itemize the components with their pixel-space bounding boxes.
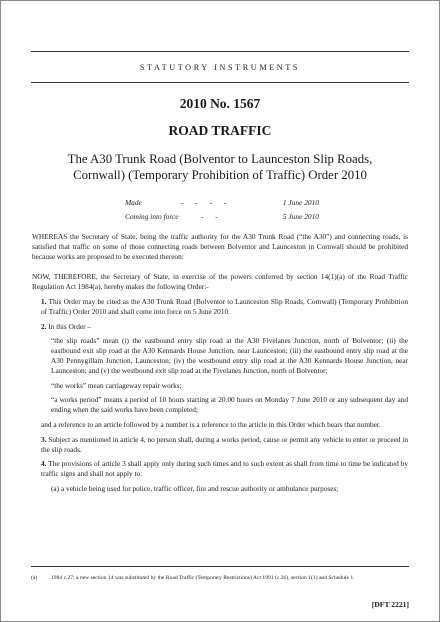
instrument-subject: ROAD TRAFFIC: [168, 123, 272, 138]
commencement-date: 5 June 2010: [282, 212, 319, 221]
article-3: [32, 435, 408, 455]
made-date: 1 June 2010: [282, 198, 319, 207]
definition-slip-roads: “the slip roads” mean (i) the eastbound entry slip road at the A30 Fivelanes Junction, north of Bolventor; (ii) the eastbound exit slip road at the A30 Kennards House Junction, near Launceston; (iii) the eastbound entry slip road at the A30 Pennygillam Junction, Launceston; (iv) the westbound entry slip road at the A30 Kennards House Junction, near Launceston; and (v) the westbound exit slip road at the Fivelanes Junction, north of Bolventor;: [51, 336, 408, 375]
top-rule: [31, 51, 409, 52]
article-2-number: 2.: [41, 321, 47, 331]
footnote-mark: (a): [31, 575, 38, 581]
article-4: [32, 459, 408, 479]
recital-whereas: WHEREAS the Secretary of State, being the traffic authority for the A30 Trunk Road (“the A30”) and connecting roads, is satisfied that traffic on some of those connecting roads between Bolventor and Launceston in Cornwall should be prohibited because works are proposed to be executed thereon:: [32, 232, 408, 261]
article-2: [32, 322, 408, 332]
definition-article-reference: and a reference to an article followed by a number is a reference to the article in this Order which bears that number.: [41, 419, 381, 429]
definition-works: “the works” mean carriageway repair works;: [51, 380, 182, 390]
definition-works-period: “a works period” means a period of 10 hours starting at 20.00 hours on Monday 7 June 2010 or any subsequent day and ending when the said works have been completed;: [51, 395, 408, 415]
article-4-text: The provisions of article 3 shall apply only during such times and to such extent as shall from time to time be indicated by traffic signs and shall not apply to:: [41, 459, 408, 479]
order-body: [32, 232, 408, 494]
article-4-paragraph-a: (a) a vehicle being used for police, traffic officer, fire and rescue authority or ambulance purposes;: [51, 483, 339, 493]
article-4-number: 4.: [41, 459, 47, 469]
department-code: [DFT 2221]: [371, 600, 409, 609]
article-1-number: 1.: [41, 296, 47, 306]
article-3-text: Subject as mentioned in article 4, no person shall, during a works period, cause or permit any vehicle to enter or proceed in the slip roads.: [41, 434, 408, 454]
made-label: Made: [125, 198, 142, 207]
footnote: [31, 575, 409, 582]
series-label: STATUTORY INSTRUMENTS: [139, 63, 301, 72]
footnote-rule: [31, 566, 409, 567]
made-dashes: - - - -: [181, 198, 232, 207]
footnote-text: 1984 c.27; a new section 14 was substituted by the Road Traffic (Temporary Restrictions) Act 1991 (c.26), section 1(1) and Schedule 1.: [51, 575, 355, 581]
article-3-number: 3.: [41, 434, 47, 444]
instrument-number: 2010 No. 1567: [179, 96, 261, 111]
commencement-dashes: - -: [201, 212, 223, 221]
commencement-label: Coming into force: [125, 212, 179, 221]
article-2-text: In this Order –: [46, 321, 92, 331]
article-1-text: This Order may be cited as the A30 Trunk Road (Bolventor to Launceston Slip Roads, Cornwall) (Temporary Prohibition of Traffic) Order 2010 and shall come into force on 5 June 2010.: [41, 296, 408, 316]
instrument-title: The A30 Trunk Road (Bolventor to Launceston Slip Roads, Cornwall) (Temporary Prohibition of Traffic) Order 2010: [67, 152, 373, 182]
recital-now: NOW, THEREFORE, the Secretary of State, in exercise of the powers conferred by section 14(1)(a) of the Road Traffic Regulation Act 1984(a), hereby makes the following Order:-: [32, 272, 408, 292]
article-1: [32, 297, 408, 317]
header-rule: [31, 82, 409, 83]
